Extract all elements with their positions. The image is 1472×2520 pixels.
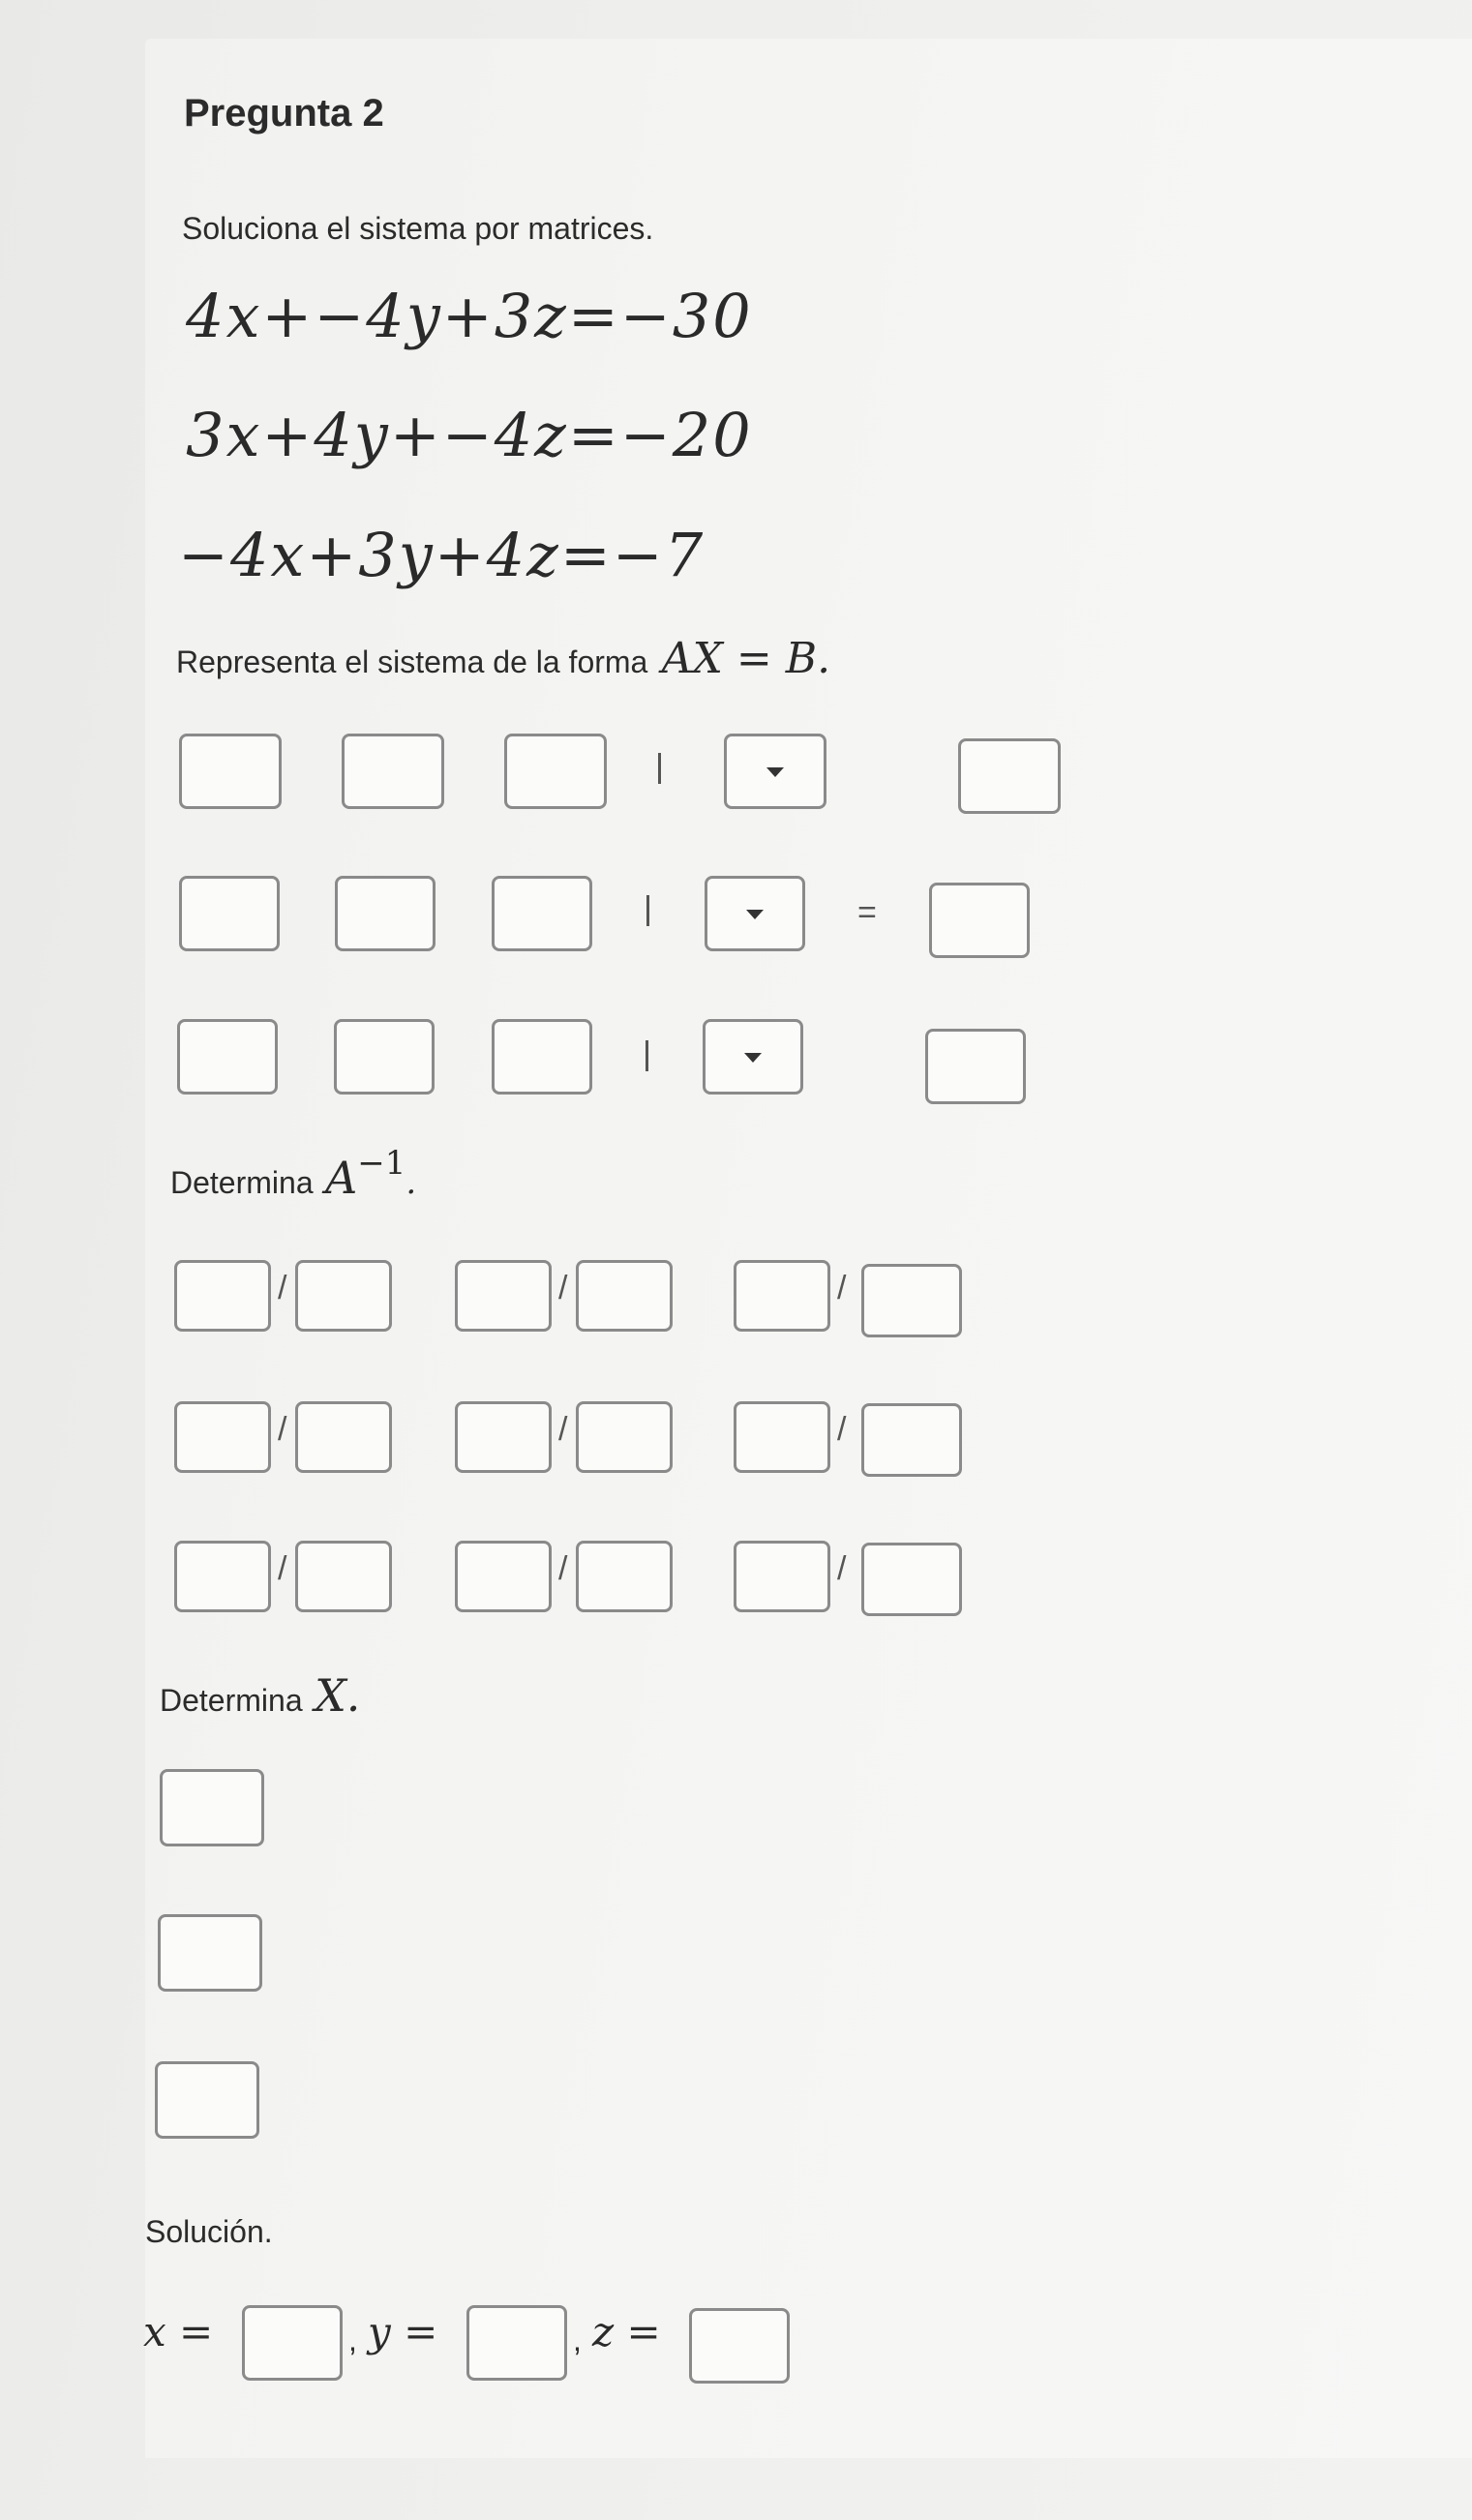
ax-b-label: Representa el sistema de la forma [176,645,648,679]
instruction-text: Soluciona el sistema por matrices. [182,211,654,246]
x-math: X. [315,1669,361,1722]
fraction-slash: / [278,1270,287,1306]
question-title: Pregunta 2 [184,92,384,135]
inverse-prompt [170,1144,417,1204]
solution-y-input[interactable] [466,2305,567,2381]
matrix-a-r1c2-input[interactable] [342,734,444,809]
inverse-r1c3-den-input[interactable] [861,1264,962,1337]
equation-2: 3x+4y+−4z=−20 [186,400,753,470]
chevron-down-icon [746,910,764,919]
chevron-down-icon [766,767,784,777]
inverse-period: . [406,1163,417,1202]
solution-z-label: z = [592,2308,661,2355]
inverse-r1c3-num-input[interactable] [734,1260,830,1332]
matrix-a-r1c3-input[interactable] [504,734,607,809]
inverse-base: A [325,1152,358,1204]
inverse-r1c2-num-input[interactable] [455,1260,552,1332]
inverse-r3c3-den-input[interactable] [861,1543,962,1616]
inverse-superscript: −1 [357,1144,406,1183]
matrix-a-r3c3-input[interactable] [492,1019,592,1095]
comma: , [573,2323,582,2357]
inverse-r3c2-den-input[interactable] [576,1541,673,1612]
matrix-a-r2c3-input[interactable] [492,876,592,951]
solution-x-input[interactable] [242,2305,343,2381]
matrix-b-r2-input[interactable] [929,883,1030,958]
separator-bar [646,895,649,926]
chevron-down-icon [744,1053,762,1063]
separator-bar [658,753,661,784]
vector-x-r2-input[interactable] [158,1914,262,1992]
solution-label: Solución. [145,2214,273,2249]
inverse-r2c1-den-input[interactable] [295,1401,392,1473]
x-label: Determina [160,1683,303,1718]
matrix-a-r2c1-input[interactable] [179,876,280,951]
matrix-b-r3-input[interactable] [925,1029,1026,1104]
inverse-r3c3-num-input[interactable] [734,1541,830,1612]
solution-x-label: x = [143,2308,214,2355]
matrix-x-r2-select[interactable] [705,876,805,951]
inverse-r2c2-num-input[interactable] [455,1401,552,1473]
matrix-a-r3c2-input[interactable] [334,1019,435,1095]
inverse-label: Determina [170,1165,314,1200]
inverse-r1c1-den-input[interactable] [295,1260,392,1332]
inverse-r1c2-den-input[interactable] [576,1260,673,1332]
matrix-x-r3-select[interactable] [703,1019,803,1095]
ax-b-prompt [176,634,830,683]
inverse-r3c1-den-input[interactable] [295,1541,392,1612]
inverse-r1c1-num-input[interactable] [174,1260,271,1332]
x-prompt [160,1669,360,1722]
solution-y-label: y = [368,2308,438,2355]
comma: , [348,2323,357,2357]
inverse-r2c2-den-input[interactable] [576,1401,673,1473]
equation-3: −4x+3y+4z=−7 [178,520,706,590]
inverse-r2c1-num-input[interactable] [174,1401,271,1473]
inverse-r2c3-den-input[interactable] [861,1403,962,1477]
matrix-x-r1-select[interactable] [724,734,826,809]
inverse-r2c3-num-input[interactable] [734,1401,830,1473]
equation-1: 4x+−4y+3z=−30 [186,281,753,351]
fraction-slash: / [837,1550,847,1587]
ax-b-math: AX = B. [661,634,831,683]
separator-bar [646,1040,648,1071]
matrix-a-r3c1-input[interactable] [177,1019,278,1095]
equals-sign: = [857,894,877,931]
inverse-r3c1-num-input[interactable] [174,1541,271,1612]
vector-x-r1-input[interactable] [160,1769,264,1846]
fraction-slash: / [837,1270,847,1306]
fraction-slash: / [558,1550,568,1587]
fraction-slash: / [558,1411,568,1448]
matrix-b-r1-input[interactable] [958,738,1061,814]
inverse-r3c2-num-input[interactable] [455,1541,552,1612]
solution-z-input[interactable] [689,2308,790,2384]
fraction-slash: / [558,1270,568,1306]
fraction-slash: / [837,1411,847,1448]
fraction-slash: / [278,1550,287,1587]
inverse-math [325,1144,417,1204]
matrix-a-r2c2-input[interactable] [335,876,436,951]
fraction-slash: / [278,1411,287,1448]
matrix-a-r1c1-input[interactable] [179,734,282,809]
vector-x-r3-input[interactable] [155,2061,259,2139]
